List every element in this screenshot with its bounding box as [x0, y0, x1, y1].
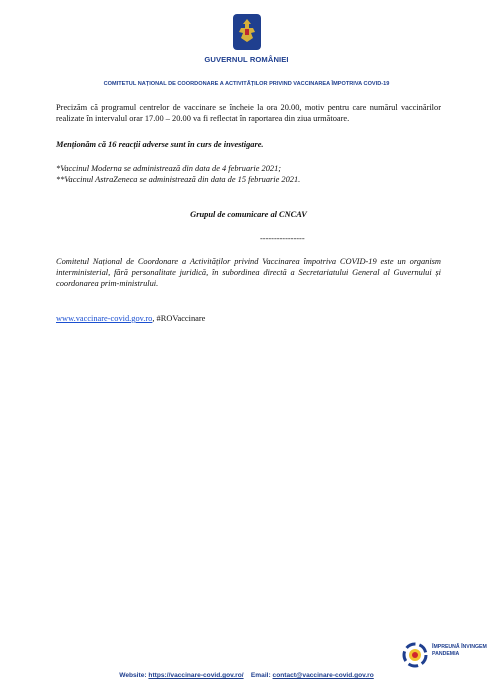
header-title: GUVERNUL ROMÂNIEI: [204, 55, 289, 64]
paragraph-program: Precizăm că programul centrelor de vaccinare se încheie la ora 20.00, motiv pentru care numărul vaccinărilor realizate în intervalul orar 17.00 – 20.00 va fi reflectat în raportarea din ziua următoare.: [56, 103, 441, 123]
group-signature: Grupul de comunicare al CNCAV: [190, 210, 307, 219]
paragraph-adverse-reactions: Menționăm că 16 reacții adverse sunt în curs de investigare.: [56, 140, 264, 149]
paragraph-committee: Comitetul Național de Coordonare a Activităților privind Vaccinarea împotriva COVID-19 este un organism interministerial, fără personalitate juridică, în subordinea directă a Secretariatului General al Guvernului și coordonarea prim-ministrului.: [56, 257, 441, 288]
campaign-logo-text: ÎMPREUNĂ ÎNVINGEM PANDEMIA: [432, 644, 487, 657]
footer-website-link[interactable]: https://vaccinare-covid.gov.ro/: [148, 672, 244, 679]
footer-email-label: Email:: [250, 672, 271, 679]
note-astrazeneca: **Vaccinul AstraZeneca se administrează din data de 15 februarie 2021.: [56, 175, 301, 184]
footer-email-link[interactable]: contact@vaccinare-covid.gov.ro: [272, 672, 374, 679]
note-moderna: *Vaccinul Moderna se administrează din data de 4 februarie 2021;: [56, 164, 282, 173]
website-link[interactable]: www.vaccinare-covid.gov.ro: [56, 314, 153, 323]
header-subtitle: COMITETUL NAȚIONAL DE COORDONARE A ACTIVITĂȚILOR PRIVIND VACCINAREA ÎMPOTRIVA COVID-19: [103, 81, 390, 87]
footer: [0, 672, 493, 679]
hashtag: , #ROVaccinare: [152, 314, 206, 323]
link-line: [56, 313, 441, 324]
separator: ----------------: [260, 234, 305, 243]
footer-website-label: Website:: [119, 672, 147, 679]
campaign-logo: [400, 640, 490, 670]
government-emblem: [233, 14, 261, 50]
